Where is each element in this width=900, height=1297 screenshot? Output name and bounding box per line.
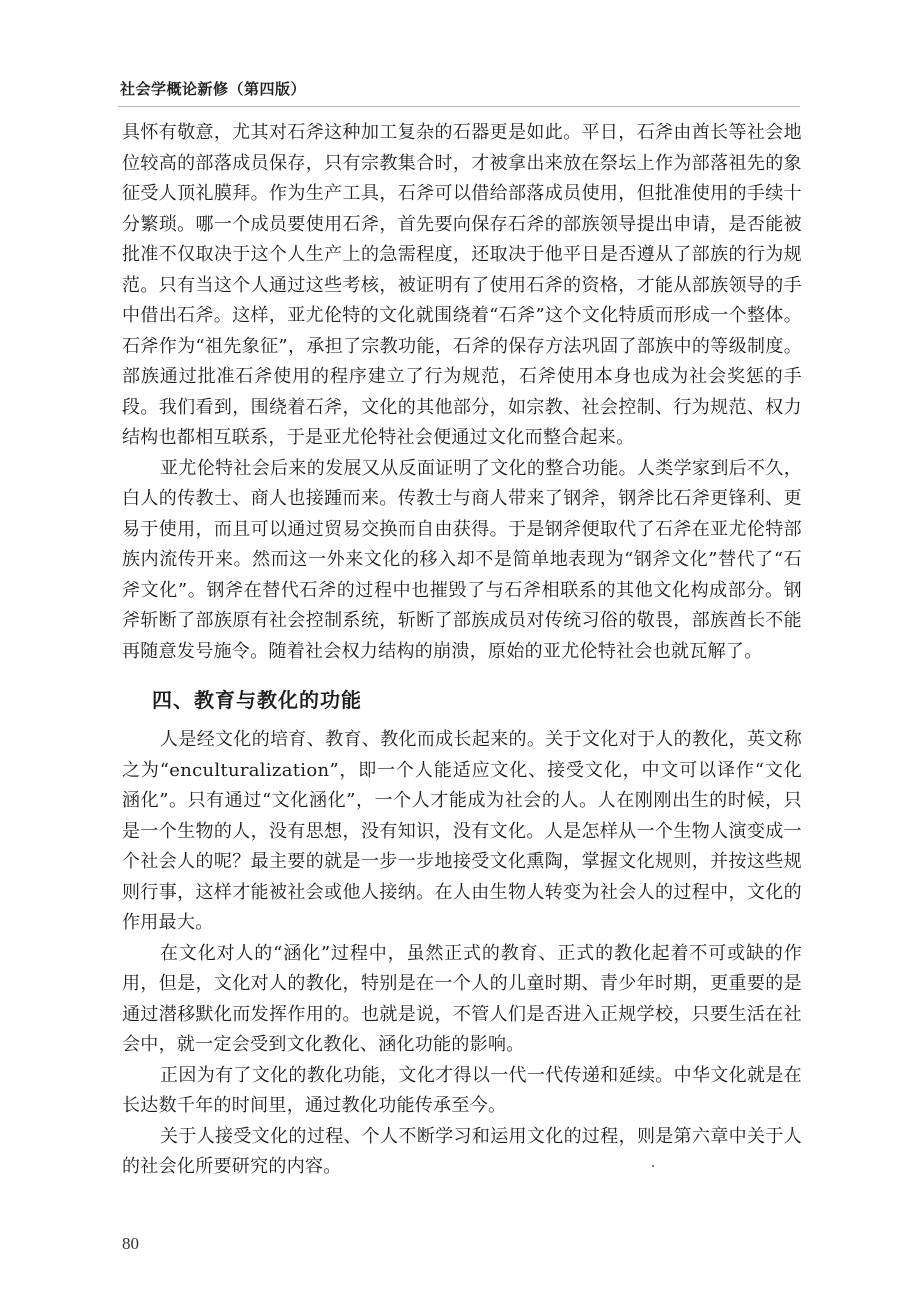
paragraph-enculturation: 人是经文化的培育、教育、教化而成长起来的。关于文化对于人的教化，英文称之为“enculturalization”，即一个人能适应文化、接受文化，中文可以译作“文化涵化”。只有通过“文化涵化”，一个人才能成为社会的人。人在刚刚出生的时候，只是一个生物的人，没有思想，没有知识，没有文化。人是怎样从一个生物人演变成一个社会人的呢？最主要的就是一步一步地接受文化熏陶，掌握文化规则，并按这些规则行事，这样才能被社会或他人接纳。在人由生物人转变为社会人的过程中，文化的作用最大。 bbox=[122, 729, 802, 933]
section-heading: 四、教育与教化的功能 bbox=[152, 688, 362, 712]
page-body bbox=[122, 118, 802, 1183]
page-number: 80 bbox=[122, 1234, 139, 1253]
scan-speck bbox=[652, 1165, 654, 1167]
paragraph-socialization-ref: 关于人接受文化的过程、个人不断学习和运用文化的过程，则是第六章中关于人的社会化所要研究的内容。 bbox=[122, 1125, 802, 1177]
paragraph-aftermath: 亚尤伦特社会后来的发展又从反面证明了文化的整合功能。人类学家到后不久，白人的传教士、商人也接踵而来。传教士与商人带来了钢斧，钢斧比石斧更锋利、更易于使用，而且可以通过贸易交换而自由获得。于是钢斧便取代了石斧在亚尤伦特部族内流传开来。然而这一外来文化的移入却不是简单地表现为“钢斧文化”替代了“石斧文化”。钢斧在替代石斧的过程中也摧毁了与石斧相联系的其他文化构成部分。钢斧斩断了部族原有社会控制系统，斩断了部族成员对传统习俗的敬畏，部族酋长不能再随意发号施令。随着社会权力结构的崩溃，原始的亚尤伦特社会也就瓦解了。 bbox=[122, 457, 802, 662]
paragraph-transmission: 正因为有了文化的教化功能，文化才得以一代一代传递和延续。中华文化就是在长达数千年的时间里，通过教化功能传承至今。 bbox=[122, 1064, 802, 1116]
header-divider bbox=[118, 106, 800, 107]
running-head-title: 社会学概论新修（第四版） bbox=[120, 80, 307, 98]
paragraph-continued: 具怀有敬意，尤其对石斧这种加工复杂的石器更是如此。平日，石斧由酋长等社会地位较高的部落成员保存，只有宗教集合时，才被拿出来放在祭坛上作为部落祖先的象征受人顶礼膜拜。作为生产工具，石斧可以借给部落成员使用，但批准使用的手续十分繁琐。哪一个成员要使用石斧，首先要向保存石斧的部族领导提出申请，是否能被批准不仅取决于这个人生产上的急需程度，还取决于他平日是否遵从了部族的行为规范。只有当这个人通过这些考核，被证明有了使用石斧的资格，才能从部族领导的手中借出石斧。这样，亚尤伦特的文化就围绕着“石斧”这个文化特质而形成一个整体。石斧作为“祖先象征”，承担了宗教功能，石斧的保存方法巩固了部族中的等级制度。部族通过批准石斧使用的程序建立了行为规范，石斧使用本身也成为社会奖惩的手段。我们看到，围绕着石斧，文化的其他部分，如宗教、社会控制、行为规范、权力结构也都相互联系，于是亚尤伦特社会便通过文化而整合起来。 bbox=[122, 122, 802, 448]
paragraph-subtle-influence: 在文化对人的“涵化”过程中，虽然正式的教育、正式的教化起着不可或缺的作用，但是，文化对人的教化，特别是在一个人的儿童时期、青少年时期，更重要的是通过潜移默化而发挥作用的。也就是说，不管人们是否进入正规学校，只要生活在社会中，就一定会受到文化教化、涵化功能的影响。 bbox=[122, 942, 802, 1055]
